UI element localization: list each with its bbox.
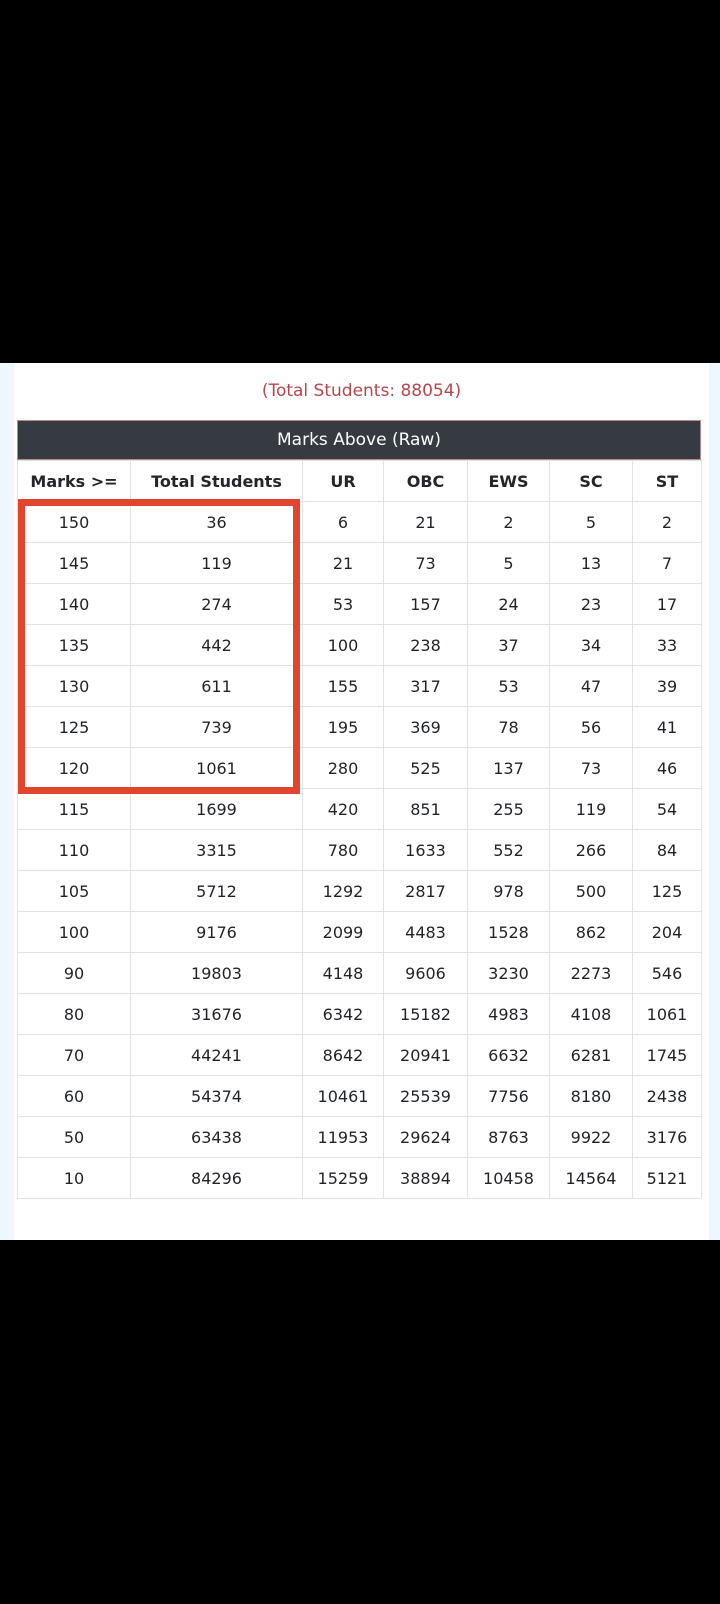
cell-st: 2 <box>633 502 702 543</box>
cell-marks: 50 <box>18 1117 131 1158</box>
cell-st: 125 <box>633 871 702 912</box>
cell-obc: 317 <box>384 666 468 707</box>
table-row <box>18 994 702 1035</box>
cell-obc: 4483 <box>384 912 468 953</box>
cell-obc: 25539 <box>384 1076 468 1117</box>
cell-ews: 978 <box>468 871 550 912</box>
cell-ur: 155 <box>303 666 384 707</box>
cell-obc: 15182 <box>384 994 468 1035</box>
cell-marks: 145 <box>18 543 131 584</box>
cell-ur: 8642 <box>303 1035 384 1076</box>
cell-total-students: 611 <box>131 666 303 707</box>
cell-ews: 2 <box>468 502 550 543</box>
cell-ur: 100 <box>303 625 384 666</box>
header-ur: UR <box>303 461 384 502</box>
cell-total-students: 1061 <box>131 748 303 789</box>
cell-total-students: 739 <box>131 707 303 748</box>
cell-ews: 552 <box>468 830 550 871</box>
cell-sc: 13 <box>550 543 633 584</box>
header-ews: EWS <box>468 461 550 502</box>
header-obc: OBC <box>384 461 468 502</box>
header-total-students: Total Students <box>131 461 303 502</box>
cell-st: 7 <box>633 543 702 584</box>
table-row <box>18 1158 702 1199</box>
cell-obc: 9606 <box>384 953 468 994</box>
cell-total-students: 84296 <box>131 1158 303 1199</box>
cell-sc: 14564 <box>550 1158 633 1199</box>
cell-obc: 2817 <box>384 871 468 912</box>
cell-marks: 105 <box>18 871 131 912</box>
cell-total-students: 119 <box>131 543 303 584</box>
cell-sc: 9922 <box>550 1117 633 1158</box>
cell-st: 546 <box>633 953 702 994</box>
cell-ews: 7756 <box>468 1076 550 1117</box>
cell-obc: 29624 <box>384 1117 468 1158</box>
cell-st: 41 <box>633 707 702 748</box>
cell-ur: 280 <box>303 748 384 789</box>
cell-st: 84 <box>633 830 702 871</box>
cell-obc: 369 <box>384 707 468 748</box>
cell-marks: 115 <box>18 789 131 830</box>
table-body <box>18 502 702 1199</box>
cell-marks: 135 <box>18 625 131 666</box>
table-row <box>18 789 702 830</box>
cell-ur: 1292 <box>303 871 384 912</box>
cell-ews: 137 <box>468 748 550 789</box>
cell-ews: 6632 <box>468 1035 550 1076</box>
cell-obc: 1633 <box>384 830 468 871</box>
cell-sc: 2273 <box>550 953 633 994</box>
cell-ur: 420 <box>303 789 384 830</box>
content-panel <box>0 363 720 1240</box>
cell-marks: 120 <box>18 748 131 789</box>
cell-marks: 125 <box>18 707 131 748</box>
cell-st: 1745 <box>633 1035 702 1076</box>
cell-total-students: 1699 <box>131 789 303 830</box>
table-row <box>18 502 702 543</box>
cell-obc: 851 <box>384 789 468 830</box>
cell-sc: 5 <box>550 502 633 543</box>
cell-sc: 119 <box>550 789 633 830</box>
cell-ur: 6 <box>303 502 384 543</box>
cell-sc: 47 <box>550 666 633 707</box>
table-row <box>18 666 702 707</box>
table-row <box>18 1035 702 1076</box>
cell-obc: 21 <box>384 502 468 543</box>
cell-ur: 2099 <box>303 912 384 953</box>
cell-sc: 266 <box>550 830 633 871</box>
cell-obc: 20941 <box>384 1035 468 1076</box>
cell-st: 33 <box>633 625 702 666</box>
cell-ews: 3230 <box>468 953 550 994</box>
cell-ur: 11953 <box>303 1117 384 1158</box>
marks-table <box>17 460 702 1199</box>
cell-total-students: 44241 <box>131 1035 303 1076</box>
cell-marks: 10 <box>18 1158 131 1199</box>
cell-total-students: 9176 <box>131 912 303 953</box>
cell-sc: 8180 <box>550 1076 633 1117</box>
cell-obc: 238 <box>384 625 468 666</box>
table-row <box>18 871 702 912</box>
cell-marks: 80 <box>18 994 131 1035</box>
cell-ur: 780 <box>303 830 384 871</box>
cell-st: 46 <box>633 748 702 789</box>
cell-sc: 4108 <box>550 994 633 1035</box>
cell-st: 1061 <box>633 994 702 1035</box>
cell-ur: 4148 <box>303 953 384 994</box>
table-row <box>18 625 702 666</box>
table-row <box>18 830 702 871</box>
cell-sc: 73 <box>550 748 633 789</box>
cell-total-students: 31676 <box>131 994 303 1035</box>
table-row <box>18 953 702 994</box>
cell-st: 17 <box>633 584 702 625</box>
cell-st: 5121 <box>633 1158 702 1199</box>
cell-obc: 157 <box>384 584 468 625</box>
cell-total-students: 63438 <box>131 1117 303 1158</box>
cell-marks: 130 <box>18 666 131 707</box>
table-row <box>18 748 702 789</box>
cell-ur: 195 <box>303 707 384 748</box>
cell-total-students: 442 <box>131 625 303 666</box>
cell-marks: 110 <box>18 830 131 871</box>
cell-obc: 73 <box>384 543 468 584</box>
table-row <box>18 912 702 953</box>
cell-total-students: 19803 <box>131 953 303 994</box>
header-marks: Marks >= <box>18 461 131 502</box>
cell-ews: 8763 <box>468 1117 550 1158</box>
cell-ur: 10461 <box>303 1076 384 1117</box>
cell-total-students: 54374 <box>131 1076 303 1117</box>
header-st: ST <box>633 461 702 502</box>
table-row <box>18 584 702 625</box>
cell-total-students: 5712 <box>131 871 303 912</box>
cell-obc: 38894 <box>384 1158 468 1199</box>
cell-ur: 21 <box>303 543 384 584</box>
cell-ews: 24 <box>468 584 550 625</box>
cell-sc: 34 <box>550 625 633 666</box>
table-row <box>18 1117 702 1158</box>
header-sc: SC <box>550 461 633 502</box>
cell-sc: 500 <box>550 871 633 912</box>
cell-total-students: 274 <box>131 584 303 625</box>
cell-ews: 1528 <box>468 912 550 953</box>
cell-ews: 37 <box>468 625 550 666</box>
cell-marks: 150 <box>18 502 131 543</box>
cell-ews: 4983 <box>468 994 550 1035</box>
cell-st: 2438 <box>633 1076 702 1117</box>
cell-sc: 23 <box>550 584 633 625</box>
cell-obc: 525 <box>384 748 468 789</box>
cell-st: 204 <box>633 912 702 953</box>
results-card <box>14 363 709 1240</box>
cell-marks: 140 <box>18 584 131 625</box>
cell-sc: 6281 <box>550 1035 633 1076</box>
cell-sc: 56 <box>550 707 633 748</box>
cell-st: 3176 <box>633 1117 702 1158</box>
cell-marks: 70 <box>18 1035 131 1076</box>
total-students-caption: (Total Students: 88054) <box>261 381 462 401</box>
cell-marks: 90 <box>18 953 131 994</box>
cell-st: 39 <box>633 666 702 707</box>
cell-total-students: 36 <box>131 502 303 543</box>
cell-marks: 60 <box>18 1076 131 1117</box>
cell-total-students: 3315 <box>131 830 303 871</box>
cell-marks: 100 <box>18 912 131 953</box>
cell-ews: 10458 <box>468 1158 550 1199</box>
cell-sc: 862 <box>550 912 633 953</box>
table-row <box>18 707 702 748</box>
table-banner: Marks Above (Raw) <box>17 420 701 460</box>
cell-ur: 15259 <box>303 1158 384 1199</box>
cell-ur: 6342 <box>303 994 384 1035</box>
table-row <box>18 543 702 584</box>
table-row <box>18 1076 702 1117</box>
cell-ur: 53 <box>303 584 384 625</box>
cell-ews: 53 <box>468 666 550 707</box>
cell-st: 54 <box>633 789 702 830</box>
cell-ews: 255 <box>468 789 550 830</box>
cell-ews: 78 <box>468 707 550 748</box>
cell-ews: 5 <box>468 543 550 584</box>
header-row <box>18 461 702 502</box>
